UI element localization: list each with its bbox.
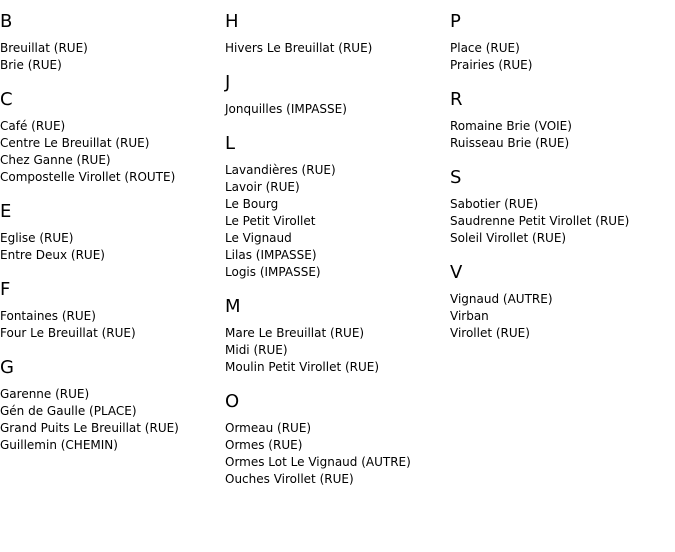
street-list xyxy=(450,196,675,247)
street-link[interactable]: Lavandières (RUE) xyxy=(225,163,336,177)
street-link[interactable]: Ormes Lot Le Vignaud (AUTRE) xyxy=(225,455,411,469)
street-list xyxy=(450,118,675,152)
street-link[interactable]: Mare Le Breuillat (RUE) xyxy=(225,326,365,340)
street-link[interactable]: Guillemin (CHEMIN) xyxy=(0,438,118,452)
street-link[interactable]: Breuillat (RUE) xyxy=(0,41,88,55)
street-link[interactable]: Café (RUE) xyxy=(0,119,66,133)
letter-heading: B xyxy=(0,11,13,32)
street-link[interactable]: Compostelle Virollet (ROUTE) xyxy=(0,170,176,184)
street-link[interactable]: Midi (RUE) xyxy=(225,343,288,357)
street-link[interactable]: Virollet (RUE) xyxy=(450,326,530,340)
street-list xyxy=(225,325,445,376)
letter-group xyxy=(225,296,445,376)
street-list xyxy=(225,101,445,118)
street-link[interactable]: Ouches Virollet (RUE) xyxy=(225,472,354,486)
street-link[interactable]: Entre Deux (RUE) xyxy=(0,248,105,262)
letter-heading: V xyxy=(450,262,463,283)
letter-heading: G xyxy=(0,357,14,378)
street-list xyxy=(450,40,675,74)
street-link[interactable]: Sabotier (RUE) xyxy=(450,197,539,211)
street-link[interactable]: Garenne (RUE) xyxy=(0,387,90,401)
street-list xyxy=(0,308,220,342)
letter-heading: H xyxy=(225,11,239,32)
street-link[interactable]: Brie (RUE) xyxy=(0,58,62,72)
letter-heading: R xyxy=(450,89,463,110)
letter-group xyxy=(450,89,675,152)
street-link[interactable]: Gén de Gaulle (PLACE) xyxy=(0,404,137,418)
street-link[interactable]: Le Petit Virollet xyxy=(225,214,316,228)
street-link[interactable]: Ormes (RUE) xyxy=(225,438,303,452)
street-link[interactable]: Jonquilles (IMPASSE) xyxy=(225,102,347,116)
street-index-column-3 xyxy=(450,11,675,342)
street-link[interactable]: Grand Puits Le Breuillat (RUE) xyxy=(0,421,179,435)
street-link[interactable]: Virban xyxy=(450,309,489,323)
street-link[interactable]: Hivers Le Breuillat (RUE) xyxy=(225,41,373,55)
letter-group xyxy=(450,262,675,342)
street-link[interactable]: Saudrenne Petit Virollet (RUE) xyxy=(450,214,630,228)
street-list xyxy=(0,230,220,264)
street-link[interactable]: Four Le Breuillat (RUE) xyxy=(0,326,136,340)
street-link[interactable]: Romaine Brie (VOIE) xyxy=(450,119,572,133)
letter-heading: O xyxy=(225,391,240,412)
letter-group xyxy=(225,72,445,118)
street-link[interactable]: Centre Le Breuillat (RUE) xyxy=(0,136,150,150)
letter-group xyxy=(225,133,445,281)
street-link[interactable]: Lavoir (RUE) xyxy=(225,180,300,194)
street-link[interactable]: Moulin Petit Virollet (RUE) xyxy=(225,360,380,374)
letter-group xyxy=(0,357,220,454)
letter-group xyxy=(0,11,220,74)
letter-group xyxy=(225,391,445,488)
street-list xyxy=(225,162,445,281)
street-list xyxy=(450,291,675,342)
letter-group xyxy=(0,89,220,186)
letter-group xyxy=(450,11,675,74)
letter-heading: L xyxy=(225,133,236,154)
street-link[interactable]: Fontaines (RUE) xyxy=(0,309,96,323)
letter-heading: M xyxy=(225,296,241,317)
street-list xyxy=(0,386,220,454)
street-link[interactable]: Eglise (RUE) xyxy=(0,231,74,245)
letter-heading: F xyxy=(0,279,11,300)
letter-group xyxy=(450,167,675,247)
street-index-column-1 xyxy=(0,11,220,454)
street-link[interactable]: Ruisseau Brie (RUE) xyxy=(450,136,570,150)
letter-group xyxy=(0,279,220,342)
letter-heading: P xyxy=(450,11,461,32)
street-link[interactable]: Soleil Virollet (RUE) xyxy=(450,231,567,245)
letter-heading: C xyxy=(0,89,13,110)
street-list xyxy=(225,40,445,57)
letter-heading: S xyxy=(450,167,462,188)
street-link[interactable]: Le Bourg xyxy=(225,197,279,211)
street-index-column-2 xyxy=(225,11,445,488)
letter-heading: J xyxy=(225,72,231,93)
street-list xyxy=(0,118,220,186)
street-link[interactable]: Le Vignaud xyxy=(225,231,292,245)
letter-group xyxy=(225,11,445,57)
street-link[interactable]: Lilas (IMPASSE) xyxy=(225,248,317,262)
letter-group xyxy=(0,201,220,264)
street-link[interactable]: Logis (IMPASSE) xyxy=(225,265,321,279)
street-list xyxy=(0,40,220,74)
street-link[interactable]: Vignaud (AUTRE) xyxy=(450,292,553,306)
street-link[interactable]: Prairies (RUE) xyxy=(450,58,533,72)
street-link[interactable]: Ormeau (RUE) xyxy=(225,421,312,435)
street-link[interactable]: Chez Ganne (RUE) xyxy=(0,153,111,167)
street-list xyxy=(225,420,445,488)
letter-heading: E xyxy=(0,201,12,222)
street-link[interactable]: Place (RUE) xyxy=(450,41,520,55)
